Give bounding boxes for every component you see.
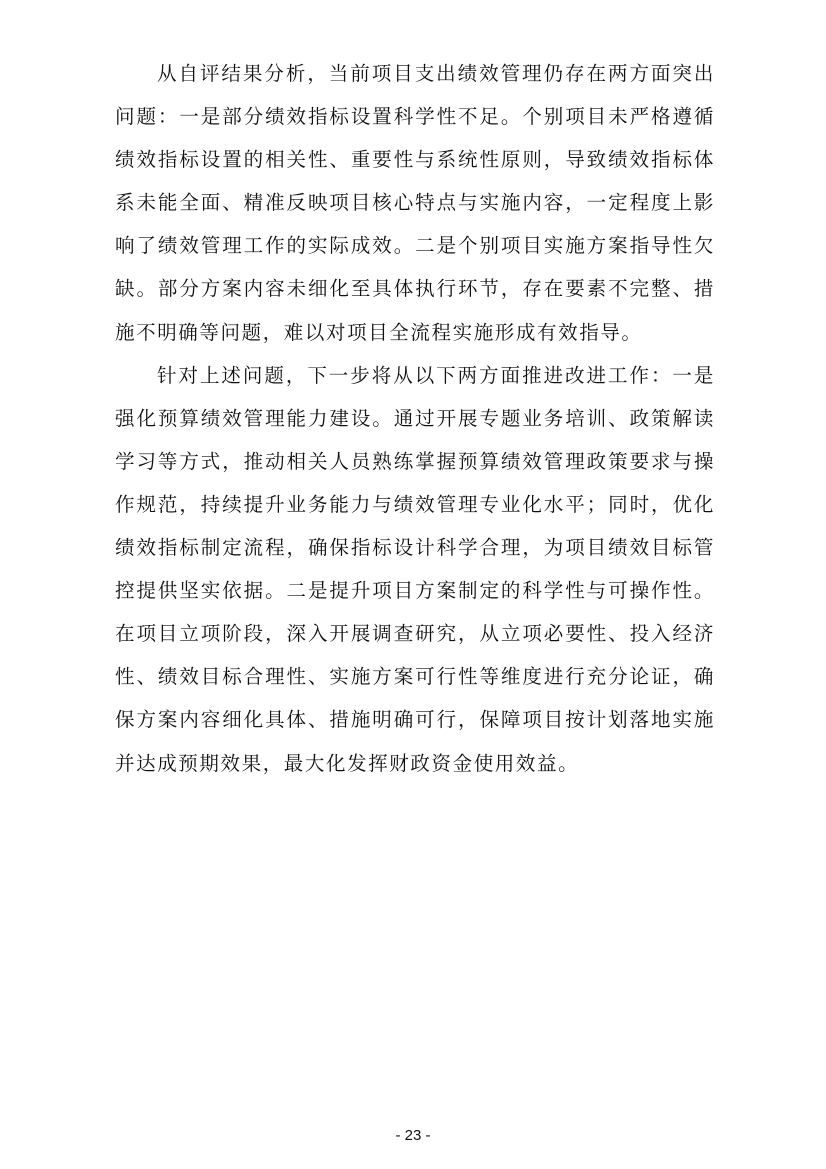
paragraph-problems: 从自评结果分析，当前项目支出绩效管理仍存在两方面突出问题：一是部分绩效指标设置科学性不足。个别项目未严格遵循绩效指标设置的相关性、重要性与系统性原则，导致绩效指标体系未能全面、精准反映项目核心特点与实施内容，一定程度上影响了绩效管理工作的实际成效。二是个别项目实施方案指导性欠缺。部分方案内容未细化至具体执行环节，存在要素不完整、措施不明确等问题，难以对项目全流程实施形成有效指导。 [115, 62, 715, 344]
paragraph-improvements: 针对上述问题，下一步将从以下两方面推进改进工作：一是强化预算绩效管理能力建设。通过开展专题业务培训、政策解读学习等方式，推动相关人员熟练掌握预算绩效管理政策要求与操作规范，持续提升业务能力与绩效管理专业化水平；同时，优化绩效指标制定流程，确保指标设计科学合理，为项目绩效目标管控提供坚实依据。二是提升项目方案制定的科学性与可操作性。在项目立项阶段，深入开展调查研究，从立项必要性、投入经济性、绩效目标合理性、实施方案可行性等维度进行充分论证，确保方案内容细化具体、措施明确可行，保障项目按计划落地实施并达成预期效果，最大化发挥财政资金使用效益。 [115, 363, 715, 775]
page-number: - 23 - [395, 1127, 431, 1144]
body-text [115, 52, 715, 785]
